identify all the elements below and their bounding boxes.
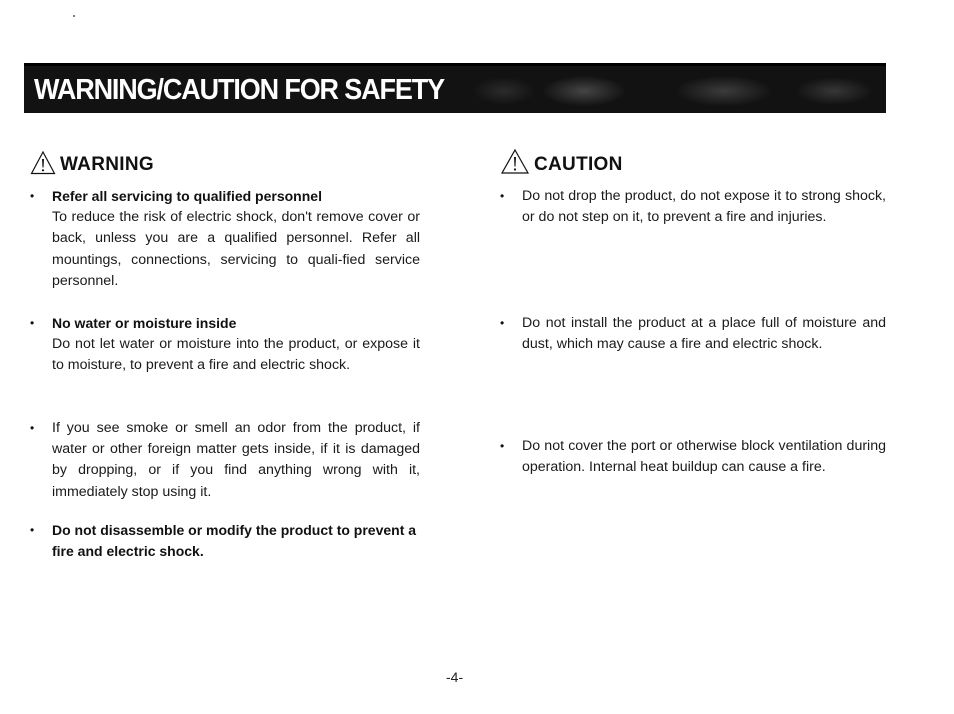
bullet: • — [30, 316, 35, 330]
warning-item-servicing-text: To reduce the risk of electric shock, don't remove cover or back, unless you are a qualified personnel. Refer all mountings, connections, servicing to quali-fied service personnel. — [52, 209, 420, 289]
caution-item-ventilation — [500, 436, 886, 478]
caution-triangle-icon — [500, 148, 530, 176]
caution-heading-label: CAUTION — [534, 154, 623, 175]
bullet: • — [30, 421, 35, 435]
bullet: • — [30, 523, 35, 537]
warning-section — [30, 140, 420, 560]
caution-item-install — [500, 313, 886, 355]
caution-heading — [500, 140, 886, 176]
warning-item-disassemble — [30, 520, 420, 562]
caution-item-ventilation-text: Do not cover the port or otherwise block ventilation during operation. Internal heat buildup can cause a fire. — [522, 438, 886, 476]
warning-item-moisture-text: Do not let water or moisture into the product, or expose it to moisture, to prevent a fire and electric shock. — [52, 336, 420, 374]
caution-section — [500, 140, 886, 476]
warning-triangle-icon — [30, 150, 56, 176]
safety-banner — [24, 63, 886, 113]
warning-item-smoke-text: If you see smoke or smell an odor from the product, if water or other foreign matter gets inside, if it is damaged by dropping, or if you find anything wrong with it, immediately stop using it. — [52, 420, 420, 500]
bullet: • — [500, 439, 505, 453]
warning-item-disassemble-title: Do not disassemble or modify the product to prevent a fire and electric shock. — [52, 522, 417, 560]
banner-title: WARNING/CAUTION FOR SAFETY — [34, 74, 444, 106]
warning-item-servicing — [30, 186, 420, 292]
warning-item-moisture — [30, 313, 420, 377]
caution-item-drop-text: Do not drop the product, do not expose it to strong shock, or do not step on it, to prevent a fire and injuries. — [522, 188, 886, 226]
scan-speck — [73, 15, 75, 17]
bullet: • — [500, 316, 505, 330]
bullet: • — [30, 189, 35, 203]
warning-heading — [30, 140, 420, 176]
warning-item-servicing-title: Refer all servicing to qualified personnel — [52, 188, 322, 204]
warning-item-smoke — [30, 418, 420, 503]
caution-item-install-text: Do not install the product at a place full of moisture and dust, which may cause a fire and electric shock. — [522, 315, 886, 353]
warning-item-moisture-title: No water or moisture inside — [52, 315, 237, 331]
page-number: -4- — [446, 669, 464, 685]
warning-heading-label: WARNING — [60, 154, 154, 175]
bullet: • — [500, 189, 505, 203]
caution-item-drop — [500, 186, 886, 228]
